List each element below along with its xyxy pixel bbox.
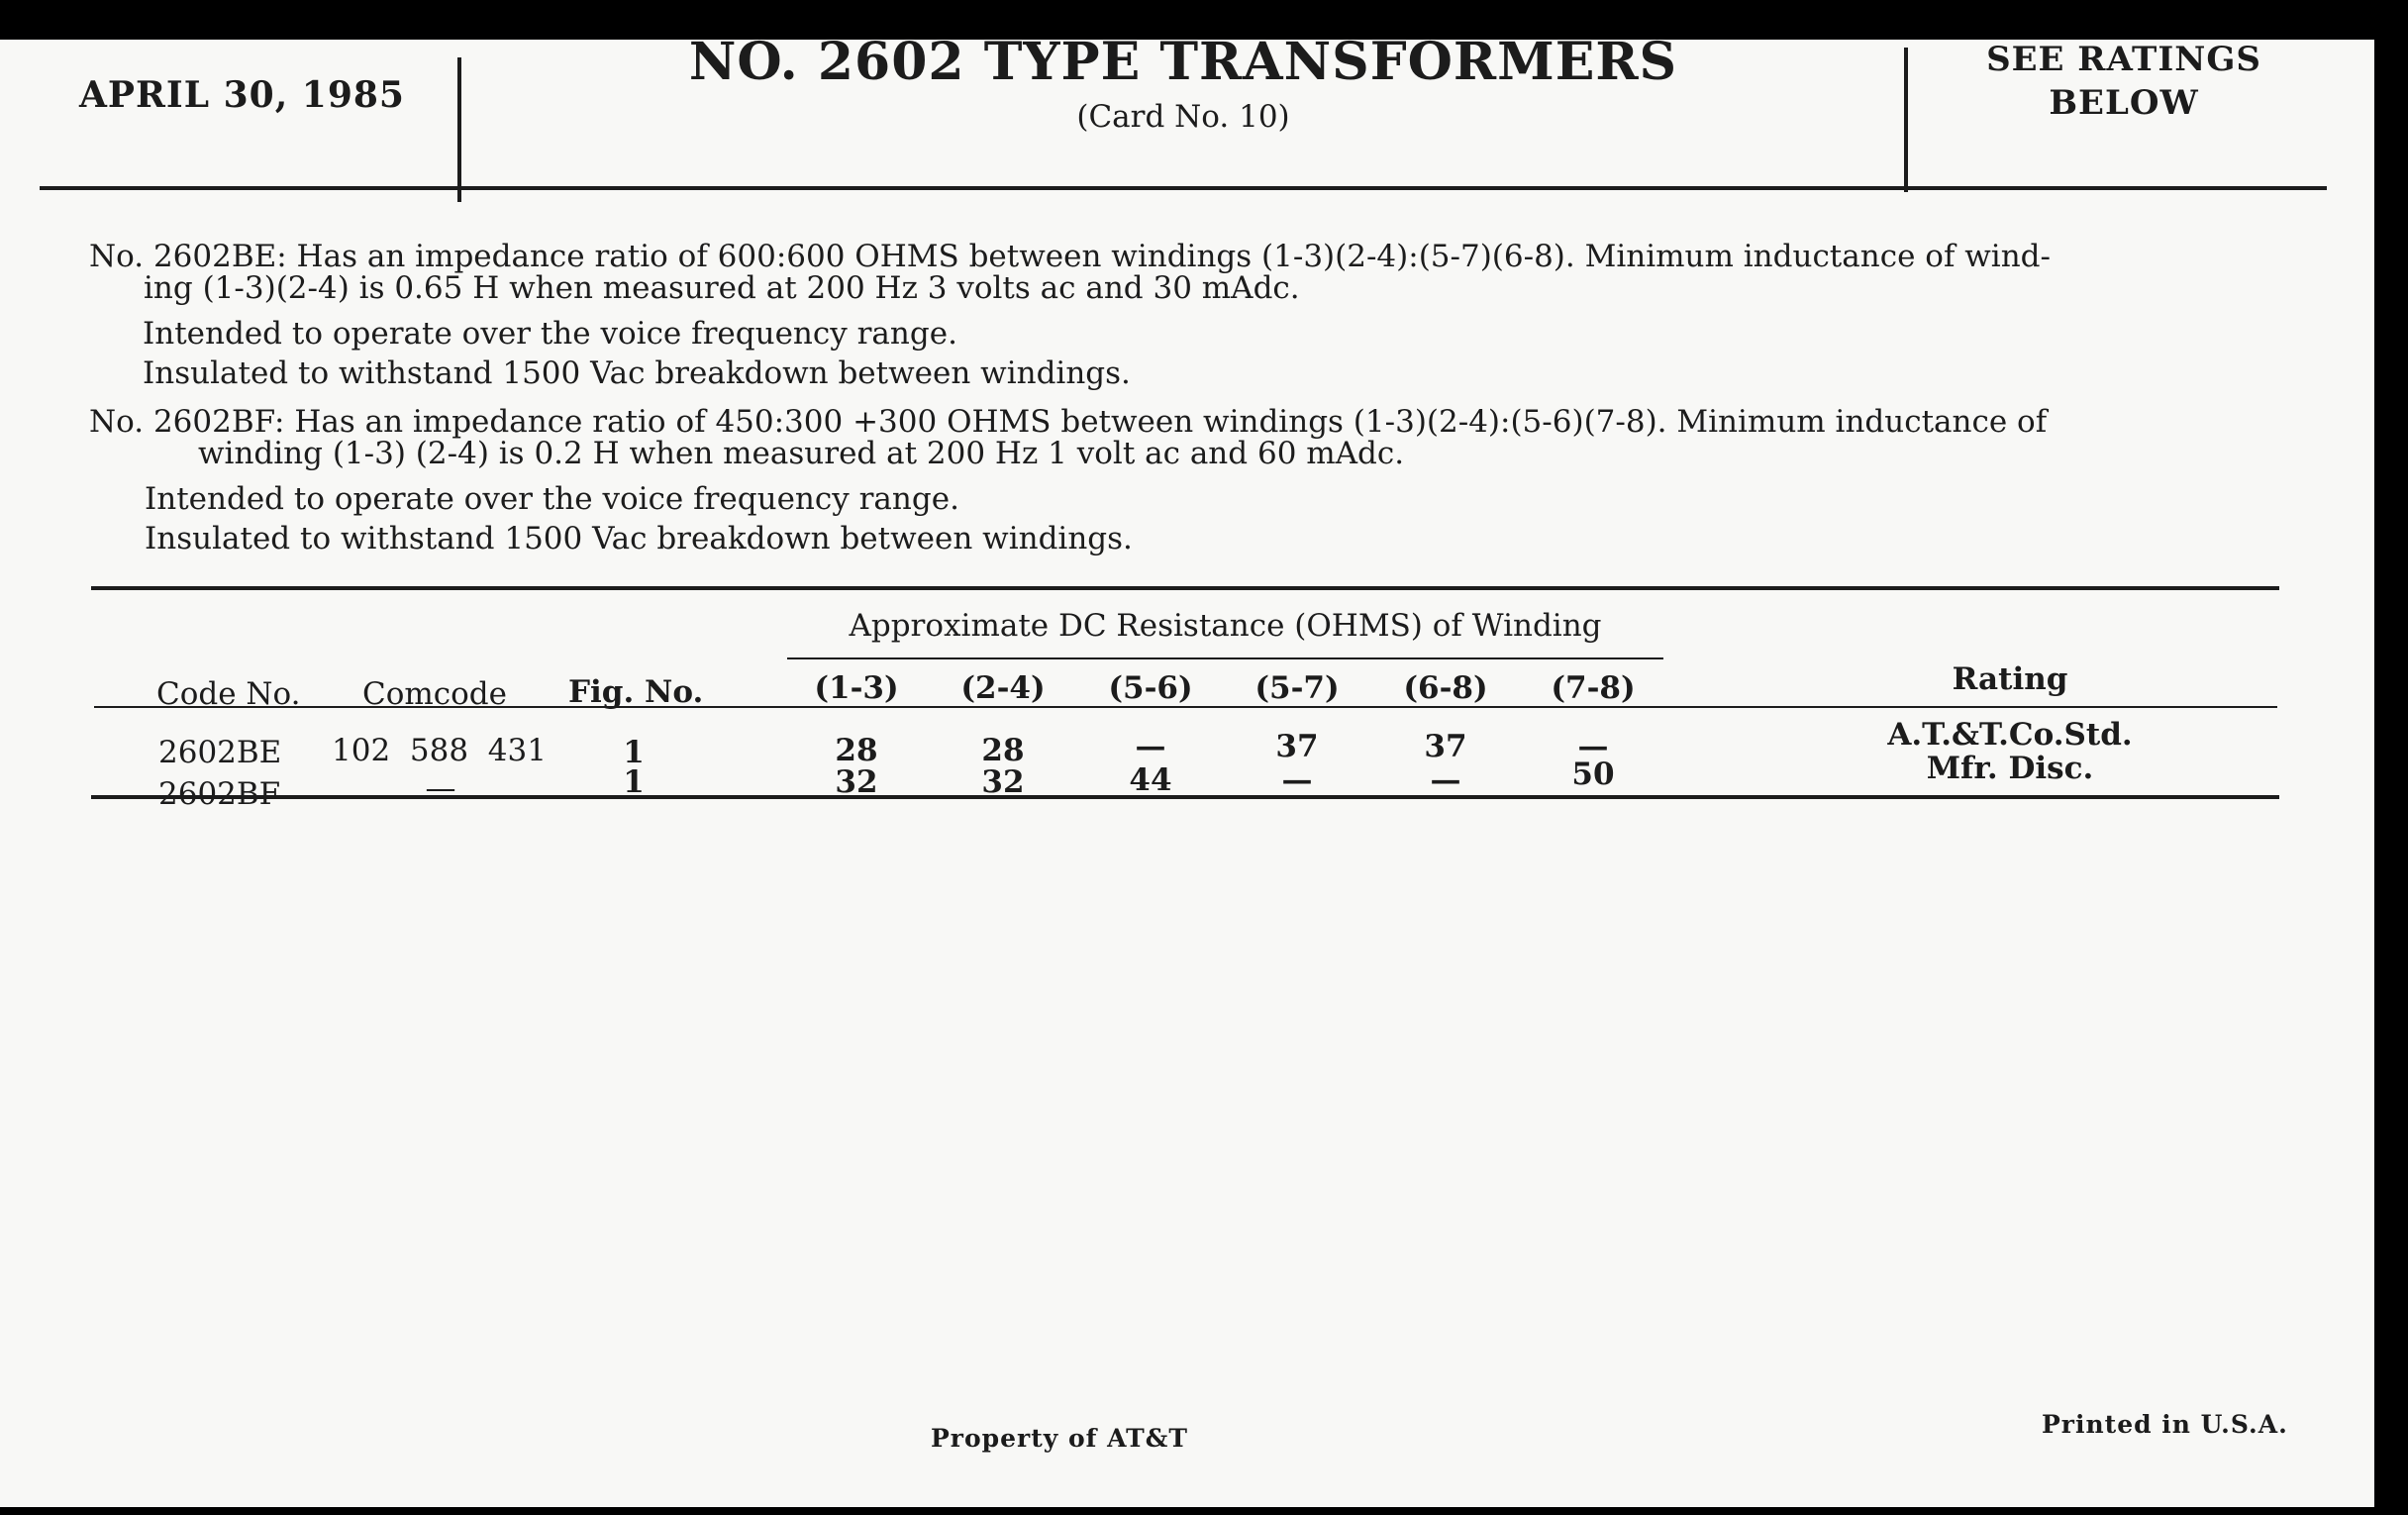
ratings-note-line2: BELOW xyxy=(2049,83,2199,123)
table-top-rule xyxy=(91,586,2279,590)
column-header-w78: (7-8) xyxy=(1551,670,1636,706)
card-date: APRIL 30, 1985 xyxy=(79,74,405,116)
column-header-w56: (5-6) xyxy=(1108,670,1193,706)
card-title: NO. 2602 TYPE TRANSFORMERS xyxy=(688,32,1678,92)
property-notice: Property of AT&T xyxy=(931,1424,1188,1453)
printed-notice: Printed in U.S.A. xyxy=(2042,1410,2288,1439)
column-header-rating: Rating xyxy=(1952,661,2068,697)
description-line: Intended to operate over the voice frequency range. xyxy=(145,481,959,517)
table-cell-fig: 1 xyxy=(623,764,645,800)
table-cell-code: 2602BF xyxy=(158,776,281,812)
column-header-code: Code No. xyxy=(156,676,301,712)
description-2602BF xyxy=(89,403,2277,557)
table-cell-w56: 44 xyxy=(1129,762,1172,798)
table-cell-w68: 37 xyxy=(1424,729,1467,764)
column-header-w68: (6-8) xyxy=(1403,670,1488,706)
card-subtitle: (Card No. 10) xyxy=(1076,99,1290,135)
column-header-comcode: Comcode xyxy=(362,676,507,712)
header-divider-right xyxy=(1904,48,1908,192)
column-header-w57: (5-7) xyxy=(1254,670,1340,706)
description-line: winding (1-3) (2-4) is 0.2 H when measured at 200 Hz 1 volt ac and 60 mAdc. xyxy=(198,436,1405,471)
scan-border xyxy=(0,1507,2408,1515)
ratings-note xyxy=(1911,38,2337,125)
table-cell-rating: Mfr. Disc. xyxy=(1926,751,2094,786)
header-rule xyxy=(40,186,2327,190)
table-cell-w57: 37 xyxy=(1275,729,1319,764)
description-line: No. 2602BF: Has an impedance ratio of 450:300 +300 OHMS between windings (1-3)(2-4):(5-6)(7-8). Minimum inductance of xyxy=(89,404,2048,440)
description-line: Insulated to withstand 1500 Vac breakdown between windings. xyxy=(145,521,1133,556)
description-line: ing (1-3)(2-4) is 0.65 H when measured at 200 Hz 3 volts ac and 30 mAdc. xyxy=(144,270,1300,306)
table-cell-w68: — xyxy=(1430,762,1461,798)
table-cell-code: 2602BE xyxy=(158,735,282,770)
table-cell-w24: 28 xyxy=(981,733,1025,768)
table-cell-w24: 32 xyxy=(981,764,1025,800)
ratings-note-line1: SEE RATINGS xyxy=(1986,40,2261,79)
table-cell-w78: 50 xyxy=(1571,757,1615,792)
header-divider-left xyxy=(457,57,461,202)
table-cell-fig: 1 xyxy=(623,735,645,770)
group-header: Approximate DC Resistance (OHMS) of Winding xyxy=(849,608,1602,644)
column-header-w13: (1-3) xyxy=(814,670,899,706)
table-cell-rating: A.T.&T.Co.Std. xyxy=(1887,717,2133,753)
table-cell-comcode: 102 588 431 xyxy=(332,733,547,768)
table-cell-w78: — xyxy=(1577,729,1609,764)
table-cell-w13: 28 xyxy=(835,733,878,768)
description-line: Insulated to withstand 1500 Vac breakdown between windings. xyxy=(143,355,1131,391)
column-header-fig: Fig. No. xyxy=(568,674,704,710)
table-cell-comcode: — xyxy=(425,770,456,806)
description-2602BE xyxy=(89,238,2277,392)
description-line: No. 2602BE: Has an impedance ratio of 600:600 OHMS between windings (1-3)(2-4):(5-7)(6-8). Minimum inductance of wind- xyxy=(89,239,2052,274)
description-line: Intended to operate over the voice frequency range. xyxy=(143,316,957,352)
column-header-w24: (2-4) xyxy=(960,670,1046,706)
table-cell-w57: — xyxy=(1281,762,1313,798)
table-cell-w13: 32 xyxy=(835,764,878,800)
group-header-rule xyxy=(787,657,1663,659)
table-cell-w56: — xyxy=(1135,729,1166,764)
